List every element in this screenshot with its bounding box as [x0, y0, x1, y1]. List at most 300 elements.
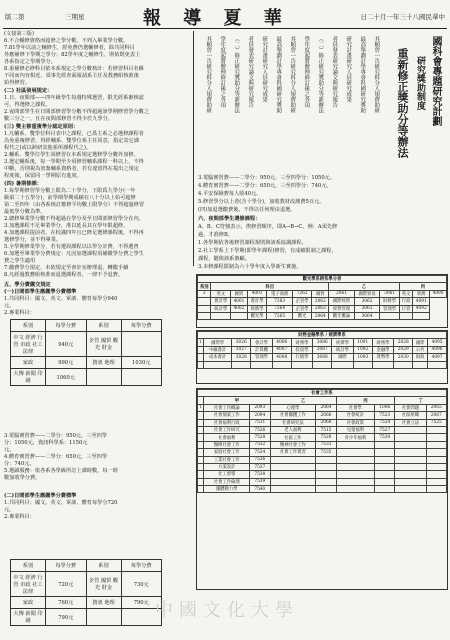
- table-cell: [395, 434, 426, 441]
- table-cell: [353, 361, 372, 368]
- table-row: [198, 471, 447, 478]
- table-row: [198, 404, 447, 411]
- cell: 企管 國貿 觀光 財金: [86, 332, 121, 357]
- course-table-2: [196, 330, 448, 384]
- table-cell: [375, 478, 395, 485]
- table-cell: 醫療社會工作: [204, 441, 250, 448]
- para: 程代之(或以跨研其他系所課程代之)。: [4, 145, 92, 151]
- cell: 企管 國貿 觀光 財金: [86, 572, 121, 597]
- article-col: （二）修正研究獎助分等新辦法: [233, 36, 240, 113]
- cell: 1030元: [121, 357, 162, 369]
- cell: 730元: [121, 572, 162, 597]
- table-cell: 計算機: [251, 346, 273, 353]
- table-cell: 經營管理: [329, 305, 355, 312]
- course-table-1: [196, 274, 448, 328]
- table-row: [198, 298, 447, 305]
- para: 最低學分數為準。: [4, 209, 46, 215]
- table-cell: 經濟: [413, 290, 430, 297]
- table-cell: 企管學: [292, 305, 312, 312]
- table-cell: 財務學: [291, 339, 313, 346]
- table-cell: 經濟學: [332, 339, 354, 346]
- para: 5.選讀服務：依各系各學級所訂上課時數，每一時: [4, 468, 118, 474]
- table-cell: 國際學: [203, 339, 232, 346]
- para: 6.加選至畢業學分費規定：凡因加選課程須補繳學分費之學生: [4, 251, 144, 257]
- table-cell: [336, 486, 374, 493]
- table-cell: 2066: [316, 412, 336, 419]
- article-col: 學年度起將辦理修訂後之各項: [303, 36, 310, 108]
- table-cell: [395, 426, 426, 433]
- course-table-3: [196, 388, 448, 590]
- table-cell: 家庭社會工作: [204, 449, 250, 456]
- table-cell: 7540: [250, 486, 270, 493]
- table-row: [198, 354, 447, 361]
- para: 8.凡經過教務組核准而退選課程者，一律不予退費。: [4, 272, 124, 278]
- table-cell: [336, 449, 374, 456]
- article-col: 研究計畫研究人員研究成果: [261, 36, 268, 102]
- table-cell: 觀光概論: [329, 312, 355, 319]
- sub-heading: (一)日間部學生應繳學分費標準: [4, 289, 77, 295]
- section-heading: (二) 社區發展規定：: [4, 88, 53, 94]
- para: 級第二十五學分)，前學期學期成績在八十分以上始可超修: [4, 195, 136, 201]
- para: 1.日、夜間部——四年級學生每週特殊選習，限先經系審核認: [4, 95, 144, 101]
- table-body: [198, 290, 447, 320]
- table-cell: [198, 312, 211, 319]
- cell: 940元: [46, 332, 87, 357]
- table-cell: [316, 471, 336, 478]
- table-cell: [272, 361, 291, 368]
- th: 丙: [336, 397, 395, 404]
- table-cell: 企管學: [292, 298, 312, 305]
- para: 3.電腦實習費——二學分：950元，三至四學: [4, 433, 108, 439]
- cell: 中文 經濟 行管 市政 社工 法律: [11, 572, 46, 597]
- table-cell: [426, 478, 446, 485]
- cell: 家政: [11, 597, 46, 609]
- cell: [121, 332, 162, 357]
- table-cell: 3088: [313, 354, 332, 361]
- table-cell: 2063: [312, 305, 329, 312]
- table-cell: [270, 478, 316, 485]
- table-cell: 3061: [380, 290, 400, 297]
- table-cell: [375, 486, 395, 493]
- th: 乙: [329, 283, 400, 290]
- table-cell: [232, 361, 251, 368]
- para: 為免重複修習，得經輔系、雙學位系主任同意，指定其它課: [4, 138, 139, 144]
- table-cell: [426, 434, 446, 441]
- table-cell: 7263: [267, 298, 293, 305]
- table-cell: 3087: [313, 346, 332, 353]
- article-subtitle: 重新修正獎助分等辦法: [396, 48, 409, 158]
- para: 5.修習學分以上者(含十學分)，加收教材改測費5百元。: [198, 199, 325, 205]
- para: 第二至四年（由各系核訂應修平均數上限學分）不得超過修習: [4, 202, 145, 208]
- table-row: [198, 434, 447, 441]
- table-cell: 觀光學: [247, 312, 267, 319]
- table-cell: [375, 449, 395, 456]
- para: 3.加選課程不足畢業學分，准以延長其在學年限超修。: [4, 223, 129, 229]
- para: 4.體育實習費——二學分：650元，三至四學分：740元。: [198, 183, 332, 189]
- table-cell: 7528: [250, 434, 270, 441]
- table-cell: 公共: [413, 346, 428, 353]
- table-cell: 國際經貿: [329, 298, 355, 305]
- table-cell: 行政: [399, 298, 412, 305]
- table-cell: [375, 471, 395, 478]
- table-cell: 4006: [272, 339, 291, 346]
- table-cell: 中級會計: [203, 346, 232, 353]
- table-cell: 社區組織: [395, 412, 426, 419]
- article-title: 國科會專題研究計劃: [430, 36, 441, 126]
- table-cell: 青少年福利: [336, 434, 374, 441]
- table-cell: 心理學: [270, 404, 316, 411]
- para: 1.凡輔系、雙學位科目表中之課程，已爲主系之必選修課程者: [4, 131, 144, 137]
- table-cell: [395, 486, 426, 493]
- table-cell: [336, 441, 374, 448]
- para-7b: 外應補修下學期之學分；82學年度之輔修生，則依既免表上: [4, 52, 141, 58]
- cell: 790元: [46, 609, 87, 626]
- table-cell: 7536: [250, 456, 270, 463]
- table-cell: [313, 361, 332, 368]
- para: 3.選定輔系後，每一學期至少須修習輔系課程一科以上，不得: [4, 159, 144, 165]
- table-cell: 國貿: [312, 290, 329, 297]
- table-cell: 電子商務: [267, 290, 293, 297]
- table-body: [198, 339, 447, 369]
- watermark: 中國文化大學: [155, 600, 299, 621]
- table-cell: [316, 463, 336, 470]
- para: 1.共同科目：國文、英文、軍訓、體育每學分720: [4, 500, 118, 506]
- table-cell: 4091: [413, 298, 430, 305]
- table-cell: 金融學: [372, 346, 394, 353]
- table-cell: [413, 312, 430, 319]
- table-cell: 行管: [399, 305, 412, 312]
- table-cell: 成本會計: [203, 354, 232, 361]
- table-cell: 4092: [413, 305, 430, 312]
- article-col: 其順曾一告研究科分人規費助研: [205, 36, 212, 113]
- table-cell: 7535: [316, 449, 336, 456]
- table-cell: 社會福利: [204, 434, 250, 441]
- para-7c: 各系指定之學期學分。: [4, 59, 56, 65]
- table-cell: [395, 478, 426, 485]
- table-cell: 7530: [375, 434, 395, 441]
- table-cell: [332, 361, 354, 368]
- para: 4.平安保險費每人收40元。: [198, 191, 262, 197]
- table-title: 觀光學系跨系學分表: [198, 276, 447, 283]
- table-cell: [395, 471, 426, 478]
- table-row: [198, 486, 447, 493]
- table-cell: [395, 456, 426, 463]
- th: 丁: [395, 397, 447, 404]
- cell: 大傳 新聞 印刷: [11, 609, 46, 626]
- table-cell: 7526: [250, 426, 270, 433]
- article-col: 者員發表研究論文與研究報告: [331, 36, 338, 108]
- table-cell: 7265: [267, 312, 293, 319]
- cell: 中文 經濟 行管 市政 社工 法律: [11, 332, 46, 357]
- th: 系別: [198, 283, 211, 290]
- table-cell: [399, 312, 412, 319]
- table-cell: 社區工作: [270, 434, 316, 441]
- cell: 家政: [11, 357, 46, 369]
- table-row: [198, 426, 447, 433]
- th: 乙: [270, 397, 336, 404]
- table-cell: 會計學: [247, 298, 267, 305]
- table-cell: [372, 361, 394, 368]
- table-cell: 財務學: [372, 339, 394, 346]
- table-cell: [426, 486, 446, 493]
- para: 中斷，否則視為放棄輔系資格者，若有違當得在提出之規定: [4, 166, 139, 172]
- th: 系別: [86, 320, 121, 332]
- table-cell: 1093: [353, 354, 372, 361]
- table-cell: [426, 471, 446, 478]
- table-cell: [316, 486, 336, 493]
- table-cell: 財務學: [380, 298, 400, 305]
- continued-tag: (文接第三版): [4, 31, 34, 37]
- table-cell: 7523: [375, 412, 395, 419]
- table-cell: 3064: [354, 312, 380, 319]
- table-cell: 社會工作實習: [270, 449, 316, 456]
- para-7: 7.81學年以前之輔修生，經免費仍選輔修者，除共同科目: [4, 45, 135, 51]
- table-cell: [231, 312, 248, 319]
- table-cell: 7538: [250, 471, 270, 478]
- table-cell: 3: [198, 290, 211, 297]
- table-row: [198, 441, 447, 448]
- para: 分：1050元，資訊科學系：1150元: [4, 440, 88, 446]
- para: 分：740元。: [4, 461, 35, 467]
- article-col: 學年度起將辦理修訂後之各項: [219, 36, 226, 108]
- table-row: [198, 463, 447, 470]
- cell: 720元: [46, 572, 87, 597]
- th: 每學分費: [46, 320, 87, 332]
- table-cell: 統計學: [211, 305, 231, 312]
- table-cell: 英文: [399, 290, 412, 297]
- table-cell: 會計學: [251, 339, 273, 346]
- table-cell: 投資學: [291, 346, 313, 353]
- table-cell: [291, 361, 313, 368]
- table-cell: 7539: [250, 478, 270, 485]
- para: 2.總修畢業學分數不得超過在學分及至日間部修習學分在內。: [4, 216, 144, 222]
- table-cell: [395, 441, 426, 448]
- table-cell: 管理學: [380, 305, 400, 312]
- table-row: [198, 305, 447, 312]
- cell: 大傳 新聞 印刷: [11, 369, 46, 386]
- table-cell: 英文: [211, 290, 231, 297]
- table-cell: 精神社會工作: [270, 441, 316, 448]
- cell: 760元: [46, 597, 87, 609]
- table-cell: [270, 456, 316, 463]
- table-row: [198, 290, 447, 297]
- table-cell: 4007: [272, 346, 291, 353]
- cell: 1060元: [46, 369, 87, 386]
- table-cell: 1092: [353, 346, 372, 353]
- table-cell: 2093: [250, 404, 270, 411]
- table-cell: 4008: [272, 354, 291, 361]
- table-cell: 2061: [329, 290, 355, 297]
- para: 4.體育實習費——二學分：650元，三至四學: [4, 454, 108, 460]
- table-cell: 社會工作概論: [204, 404, 250, 411]
- column-divider: [193, 31, 194, 266]
- th: 系別: [11, 560, 46, 572]
- table-cell: [251, 361, 273, 368]
- table-row: [198, 339, 447, 346]
- table-cell: 7524: [375, 419, 395, 426]
- article-title-2: 研究獎助制度: [415, 56, 425, 110]
- section-heading: (四) 暑期修課：: [4, 181, 42, 187]
- table-cell: [394, 361, 413, 368]
- table-cell: 社會福利行政: [204, 419, 250, 426]
- section-heading: 六、夜間部學生選修課程：: [198, 216, 261, 222]
- table-cell: [336, 478, 374, 485]
- table-cell: 1: [199, 405, 203, 411]
- cell: 資訊 地理: [86, 357, 121, 369]
- table-cell: 7533: [316, 441, 336, 448]
- para: 元。: [4, 507, 15, 513]
- para: (四)加退選繳費後，不得以任何理由退選。: [198, 207, 296, 213]
- th: 科目: [211, 283, 329, 290]
- table-cell: [426, 456, 446, 463]
- fee-table-night: [10, 559, 162, 626]
- table-cell: 3086: [313, 339, 332, 346]
- section-heading: 五、學分費繳交規定: [4, 282, 51, 288]
- table-row: [198, 412, 447, 419]
- table-cell: [395, 449, 426, 456]
- table-row: [198, 449, 447, 456]
- table-cell: [428, 361, 447, 368]
- table-cell: 2094: [250, 412, 270, 419]
- table-cell: [198, 298, 211, 305]
- table-cell: 4001: [247, 290, 267, 297]
- para: 可，得選修之課程。: [4, 102, 51, 108]
- para: 數三分之一，且在夜間部修習不得少於九學分。: [4, 116, 113, 122]
- table-cell: 7532: [250, 441, 270, 448]
- table-cell: [375, 441, 395, 448]
- page-header: [3, 4, 447, 29]
- th: 丙: [399, 283, 446, 290]
- para: 1.各學期依各後修習課程規則與該系協調課程。: [198, 240, 307, 246]
- table-cell: 觀光: [292, 312, 312, 319]
- para: 2.夜間部學生在日間部修習學分數不得超過該學期修習學分數之: [4, 109, 150, 115]
- table-cell: [426, 449, 446, 456]
- table-cell: 7515: [316, 426, 336, 433]
- table-cell: 社會工作倫理: [204, 478, 250, 485]
- para: 課程，隨與該系審顧。: [198, 256, 250, 262]
- th: 每學分費: [121, 320, 162, 332]
- table-cell: [380, 312, 400, 319]
- table-cell: 管理學: [251, 354, 273, 361]
- table-cell: 4001: [231, 298, 248, 305]
- table-cell: [203, 361, 232, 368]
- table-cell: [375, 456, 395, 463]
- table-row: [198, 478, 447, 485]
- table-cell: [413, 361, 428, 368]
- table-cell: 2067: [426, 412, 446, 419]
- table-cell: 社會工作研究: [204, 426, 250, 433]
- table-cell: 方案設計: [204, 463, 250, 470]
- table-cell: 社會問題: [395, 404, 426, 411]
- para-8b: 不同而內容相近，須事先經查面報請系主任及教務組核准後: [4, 73, 139, 79]
- table-cell: [375, 463, 395, 470]
- para: 7.繳費學分規定，未依規定至會計室辦理退、轉繳手續: [4, 265, 129, 271]
- table-cell: [198, 305, 211, 312]
- cell: 資訊 地理: [86, 597, 121, 609]
- table-cell: 統計學: [332, 346, 354, 353]
- table-cell: 2068: [316, 419, 336, 426]
- table-cell: 社會立法: [395, 419, 426, 426]
- table-row: [198, 346, 447, 353]
- table-cell: [336, 471, 374, 478]
- article-col: 最高舉劃計學專會科國研究獎助: [275, 36, 282, 113]
- para: 2.專業科目：: [4, 514, 35, 520]
- para: A、B、C符號表示，俟修習順序，即A→B→C，例：A須先修: [198, 224, 338, 230]
- table-body: [198, 404, 447, 493]
- table-cell: 老人福利: [270, 426, 316, 433]
- table-cell: 財政: [413, 354, 428, 361]
- date-label: 日二十月一年三十八國民華中: [360, 13, 445, 21]
- table-cell: [270, 471, 316, 478]
- th: 系別: [86, 560, 121, 572]
- table-cell: 團體動力學: [204, 486, 250, 493]
- table-cell: 3028: [232, 354, 251, 361]
- table-cell: 7537: [250, 463, 270, 470]
- table-cell: [211, 312, 231, 319]
- table-cell: [270, 486, 316, 493]
- para: 選修學分，並不得畢業。: [4, 237, 62, 243]
- table-cell: 7264: [267, 305, 293, 312]
- edition-label: 版二第: [5, 13, 25, 21]
- article-col: （二）修正研究獎助分等新辦法: [317, 36, 324, 113]
- table-cell: 社會政策: [336, 419, 374, 426]
- table-cell: 社會統計: [336, 412, 374, 419]
- sub-heading: (二)日間部學生應繳學分費標準: [4, 493, 77, 499]
- th: 每學分費: [121, 560, 162, 572]
- table-row: [198, 419, 447, 426]
- table-cell: 7529: [316, 434, 336, 441]
- table-cell: [426, 463, 446, 470]
- article-col: 其順曾一告研究科分人規費助研: [373, 36, 380, 113]
- table-cell: 社工督導: [204, 471, 250, 478]
- para: 過，才准修B。: [198, 232, 233, 238]
- table-cell: 1: [199, 340, 202, 346]
- para-8: 8.重補修必修科目依本系規定之學分數核計：若修習科目名稱: [4, 66, 144, 72]
- table-cell: 兒童福利: [336, 426, 374, 433]
- para: 程度後，保留同一學期原有進度。: [4, 173, 82, 179]
- table-cell: 行銷學: [291, 354, 313, 361]
- table-cell: 4090: [430, 290, 447, 297]
- table-cell: 7262: [292, 290, 312, 297]
- table-cell: [336, 463, 374, 470]
- table-cell: 4096: [428, 346, 447, 353]
- table-row: [198, 361, 447, 368]
- table-cell: 國際: [332, 354, 354, 361]
- table-cell: 7525: [426, 419, 446, 426]
- table-cell: 2064: [316, 404, 336, 411]
- table-cell: 3063: [354, 305, 380, 312]
- para: 3.本修課程限制為六十學年度入學新生實施。: [198, 264, 302, 270]
- table-cell: 2065: [426, 404, 446, 411]
- para: 1.每學期修習學分數上限為二十學分，下限爲九學分(一年: [4, 188, 136, 194]
- para: 元。: [4, 447, 15, 453]
- table-cell: 社會個案工作: [204, 412, 250, 419]
- para: 元。: [4, 303, 15, 309]
- article-col: 其順曾一告研究科分人規費助研: [289, 36, 296, 113]
- cell: 990元: [46, 357, 87, 369]
- para-6: 6.不合輔修資格而超修之學分數，不列入畢業學分數。: [4, 38, 129, 44]
- table-cell: [270, 463, 316, 470]
- para: 4.加選課程提前者，在校滿四年且已修足選修課程後，不得再: [4, 230, 144, 236]
- table-cell: [316, 456, 336, 463]
- table-cell: 社會團體工作: [270, 412, 316, 419]
- cell: 790元: [121, 597, 162, 609]
- table-cell: 3062: [354, 298, 380, 305]
- table-cell: 國際貿易: [354, 290, 380, 297]
- table-cell: 2064: [312, 312, 329, 319]
- table-cell: 2030: [394, 354, 413, 361]
- article-col: 研究計畫研究人員研究成果: [345, 36, 352, 102]
